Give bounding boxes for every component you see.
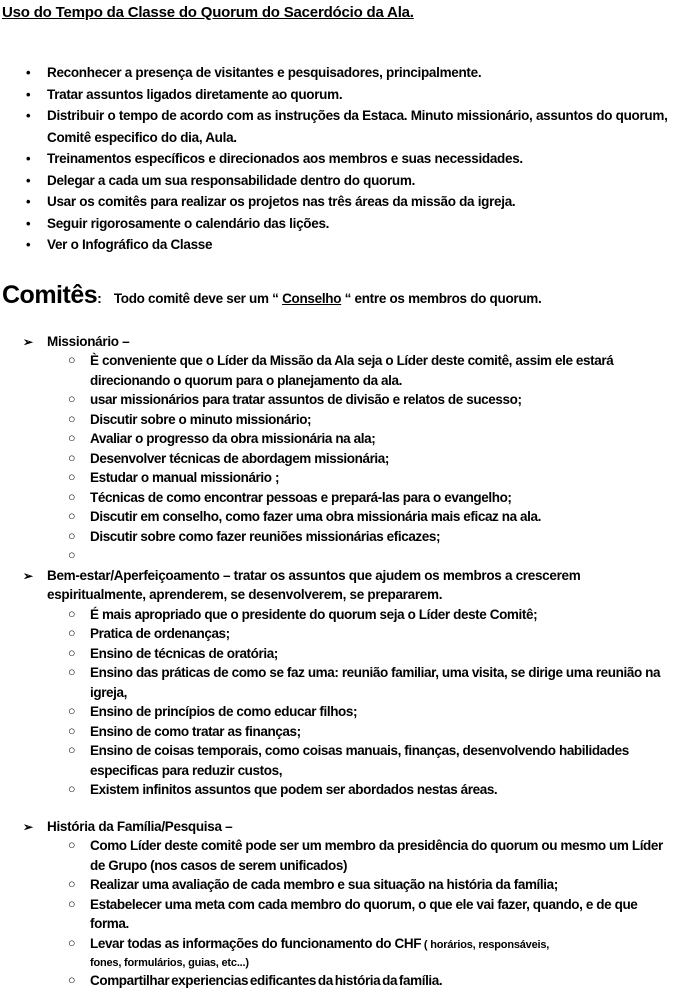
list-item [2, 971, 677, 991]
list-item [2, 507, 677, 527]
bullet-icon: • [26, 151, 31, 166]
bullet-icon: • [26, 65, 31, 80]
item-text-small: ( horários, responsáveis, [421, 938, 550, 951]
list-item [2, 546, 677, 566]
list-item [2, 605, 677, 625]
circle-bullet-icon: ○ [68, 450, 76, 465]
circle-bullet-icon: ○ [68, 411, 76, 426]
section-heading [2, 332, 612, 352]
list-item [2, 644, 677, 664]
circle-bullet-icon: ○ [68, 743, 76, 757]
circle-bullet-icon: ○ [68, 935, 76, 950]
bullet-text: Reconhecer a presença de visitantes e pesquisadores, principalmente. [47, 65, 482, 80]
comites-heading-colon: : [97, 289, 102, 306]
bullet-text: Treinamentos específicos e direcionados aos membros e suas necessidades. [47, 151, 523, 166]
list-item [2, 702, 677, 722]
item-text-small-line: fones, formulários, guias, etc...) [90, 957, 249, 969]
list-item [2, 663, 677, 702]
item-text: Discutir sobre como fazer reuniões missionárias eficazes; [90, 528, 441, 544]
item-text: Existem infinitos assuntos que podem ser abordados nestas áreas. [90, 782, 498, 797]
list-item [2, 780, 677, 800]
list-item [2, 234, 677, 256]
circle-bullet-icon: ○ [68, 645, 76, 660]
section-item-list [2, 351, 677, 566]
list-item [2, 62, 677, 84]
arrow-bullet-icon: ➢ [23, 568, 33, 583]
list-item [2, 527, 677, 547]
arrow-bullet-icon: ➢ [23, 819, 33, 834]
committee-sections [2, 332, 677, 991]
page-title: Uso do Tempo da Classe do Quorum do Sacerdócio da Ala. [2, 4, 414, 21]
list-item [2, 468, 677, 488]
list-item [2, 84, 677, 106]
section-heading [2, 566, 612, 605]
circle-bullet-icon: ○ [68, 973, 76, 987]
bullet-text: Seguir rigorosamente o calendário das lições. [47, 215, 330, 231]
item-text: Ensino de técnicas de oratória; [90, 645, 278, 661]
list-item [2, 449, 677, 469]
bullet-icon: • [26, 194, 31, 209]
list-item [2, 722, 677, 742]
comites-subtitle-prefix: Todo comitê deve ser um “ [113, 290, 283, 306]
list-item [2, 148, 677, 170]
item-text: Ensino das práticas de como se faz uma: reunião familiar, uma visita, se dirige uma reunião na igreja, [90, 665, 661, 700]
item-text: Técnicas de como encontrar pessoas e prepará-las para o evangelho; [90, 489, 512, 505]
list-item [2, 170, 677, 192]
list-item [2, 390, 677, 410]
circle-bullet-icon: ○ [68, 723, 76, 738]
bullet-icon: • [26, 215, 31, 231]
circle-bullet-icon: ○ [68, 877, 76, 891]
comites-heading-row [2, 280, 677, 310]
list-item [2, 213, 677, 235]
intro-bullet-list [2, 62, 677, 256]
comites-heading: Comitês [2, 280, 98, 309]
item-text: É mais apropriado que o presidente do quorum seja o Líder deste Comitê; [90, 606, 538, 622]
circle-bullet-icon: ○ [68, 606, 76, 621]
list-item [2, 934, 677, 972]
list-item [2, 624, 677, 644]
bullet-icon: • [26, 86, 31, 102]
list-item [2, 741, 677, 780]
section-title: Bem-estar/Aperfeiçoamento – tratar os assuntos que ajudem os membros a crescerem espiritualmente, aprenderem, se desenvolverem, se prepararem. [47, 567, 581, 602]
section-item-list [2, 836, 677, 991]
bullet-icon: • [26, 237, 31, 252]
item-text: Como Líder deste comitê pode ser um membro da presidência do quorum ou mesmo um Líder de Grupo (nos casos de serem unificados) [90, 838, 663, 873]
list-item [2, 105, 677, 148]
list-item [2, 351, 677, 390]
circle-bullet-icon: ○ [68, 353, 76, 367]
item-text: Estabelecer uma meta com cada membro do quorum, o que ele vai fazer, quando, e de que forma. [90, 896, 638, 931]
item-text: Pratica de ordenanças; [90, 626, 230, 641]
item-text: Ensino de como tratar as finanças; [90, 723, 301, 739]
circle-bullet-icon: ○ [68, 838, 76, 852]
item-text: Realizar uma avaliação de cada membro e sua situação na história da família; [90, 877, 558, 892]
item-text: Desenvolver técnicas de abordagem missionária; [90, 450, 389, 466]
bullet-icon: • [26, 108, 31, 123]
committee-section-0 [2, 332, 677, 566]
list-item [2, 191, 677, 213]
arrow-bullet-icon: ➢ [23, 334, 33, 349]
circle-bullet-icon: ○ [68, 470, 76, 484]
list-item [2, 895, 677, 934]
circle-bullet-icon: ○ [68, 704, 76, 718]
item-text: Discutir sobre o minuto missionário; [90, 411, 312, 427]
section-item-list [2, 605, 677, 800]
item-text: Ensino de princípios de como educar filhos; [90, 704, 358, 719]
bullet-text: Delegar a cada um sua responsabilidade dentro do quorum. [47, 172, 416, 188]
circle-bullet-icon: ○ [68, 548, 76, 562]
bullet-text: Tratar assuntos ligados diretamente ao quorum. [47, 86, 343, 102]
item-text: Discutir em conselho, como fazer uma obra missionária mais eficaz na ala. [90, 509, 541, 524]
comites-subtitle [114, 291, 542, 306]
circle-bullet-icon: ○ [68, 665, 76, 679]
committee-section-1 [2, 566, 677, 800]
list-item [2, 488, 677, 508]
list-item [2, 836, 677, 875]
committee-section-2 [2, 817, 677, 991]
item-text: Avaliar o progresso da obra missionária na ala; [90, 431, 376, 446]
circle-bullet-icon: ○ [68, 431, 76, 445]
circle-bullet-icon: ○ [68, 528, 76, 543]
bullet-text: Usar os comitês para realizar os projetos nas três áreas da missão da igreja. [47, 194, 516, 209]
list-item [2, 875, 677, 895]
item-text: Compartilhar experiencias edificantes da história da família. [90, 973, 443, 988]
comites-subtitle-suffix: “ entre os membros do quorum. [341, 290, 542, 306]
item-text: usar missionários para tratar assuntos de divisão e relatos de sucesso; [90, 392, 522, 407]
conselho-underlined-text: Conselho [282, 290, 342, 306]
item-text: È conveniente que o Líder da Missão da Ala seja o Líder deste comitê, assim ele estará direcionando o quorum para o planejamento da ala. [90, 353, 614, 388]
bullet-text: Ver o Infográfico da Classe [47, 237, 213, 252]
section-title: Missionário – [47, 333, 130, 349]
bullet-text: Distribuir o tempo de acordo com as instruções da Estaca. Minuto missionário, assuntos do quorum, Comitê especifico do dia, Aula. [47, 108, 668, 145]
circle-bullet-icon: ○ [68, 509, 76, 523]
circle-bullet-icon: ○ [68, 489, 76, 504]
circle-bullet-icon: ○ [68, 896, 76, 911]
circle-bullet-icon: ○ [68, 782, 76, 796]
item-text: Estudar o manual missionário ; [90, 470, 280, 485]
list-item [2, 410, 677, 430]
list-item [2, 429, 677, 449]
bullet-icon: • [26, 172, 31, 188]
item-text: Levar todas as informações do funcionamento do CHF [90, 935, 422, 951]
circle-bullet-icon: ○ [68, 626, 76, 640]
section-heading [2, 817, 612, 837]
circle-bullet-icon: ○ [68, 392, 76, 406]
section-title: História da Família/Pesquisa – [47, 818, 233, 834]
item-text: Ensino de coisas temporais, como coisas manuais, finanças, desenvolvendo habilidades especificas para reduzir custos, [90, 743, 629, 778]
